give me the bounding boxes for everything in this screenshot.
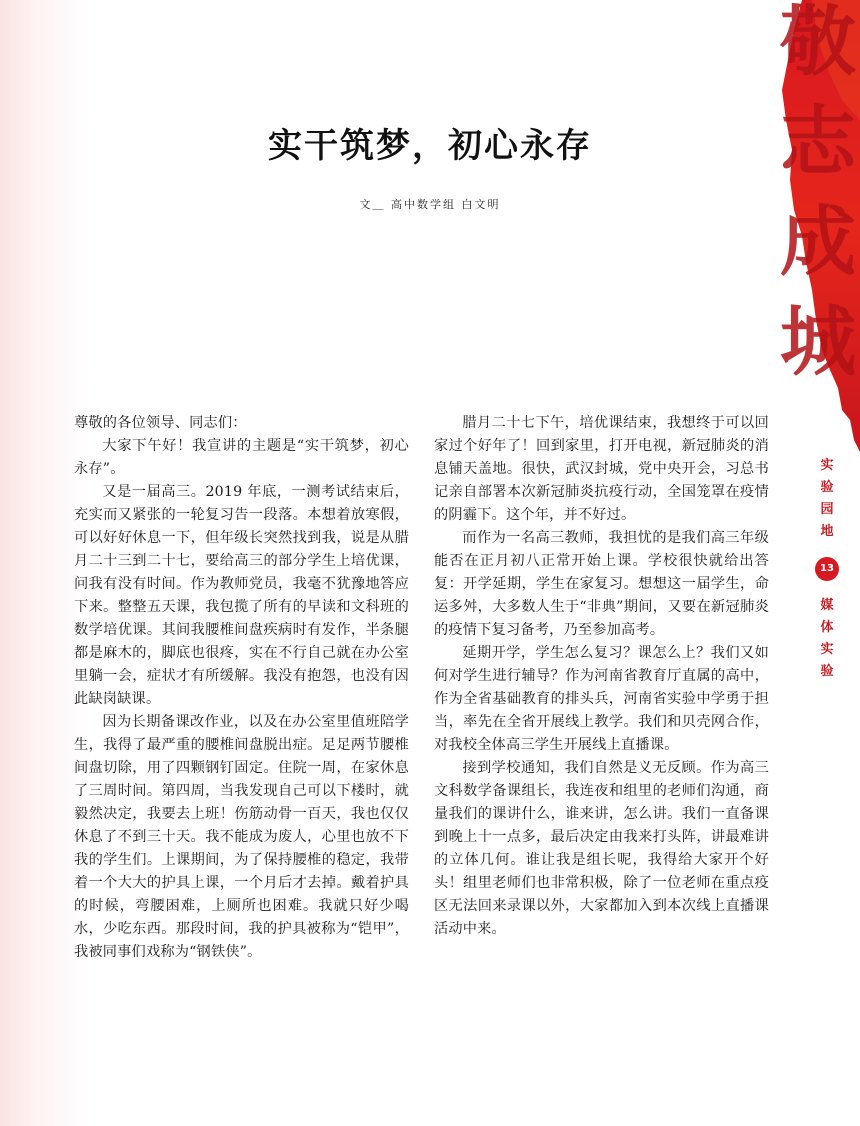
body-column-left — [74, 412, 409, 964]
paragraph: 延期开学，学生怎么复习？课怎么上？我们又如何对学生进行辅导？作为河南省教育厅直属的高中，作为全省基础教育的排头兵，河南省实验中学勇于担当，率先在全省开展线上教学。我们和贝壳网合作，对我校全体高三学生开展线上直播课。 — [434, 645, 769, 753]
body-column-right — [434, 412, 769, 941]
paragraph: 因为长期备课改作业，以及在办公室里值班陪学生，我得了最严重的腰椎间盘脱出症。足足两节腰椎间盘切除，用了四颗钢钉固定。住院一周，在家休息了三周时间。第四周，当我发现自己可以下楼时，就毅然决定，我要去上班！伤筋动骨一百天，我也仅仅休息了不到三十天。我不能成为废人，心里也放不下我的学生们。上课期间，为了保持腰椎的稳定，我带着一个大大的护具上课，一个月后才去掉。戴着护具的时候，弯腰困难，上厕所也困难。我就只好少喝水，少吃东西。那段时间，我的护具被称为“铠甲”，我被同事们戏称为“钢铁侠”。 — [74, 714, 409, 960]
banner-char: 志 — [780, 97, 856, 186]
section-char: 园 — [820, 502, 834, 517]
section-label-top — [812, 455, 842, 543]
section-char: 实 — [820, 458, 834, 473]
page-number-badge: 13 — [815, 557, 839, 581]
section-char: 实 — [820, 642, 834, 657]
paragraph: 腊月二十七下午，培优课结束，我想终于可以回家过个好年了！回到家里，打开电视，新冠肺炎的消息铺天盖地。很快，武汉封城，党中央开会，习总书记亲自部署本次新冠肺炎抗疫行动，全国笼罩在疫情的阴霾下。这个年，并不好过。 — [434, 415, 769, 523]
paragraph: 大家下午好！我宣讲的主题是“实干筑梦，初心永存”。 — [74, 438, 409, 477]
paragraph: 又是一届高三。2019 年底，一测考试结束后，充实而又紧张的一轮复习告一段落。本想着放寒假，可以好好休息一下，但年级长突然找到我，说是从腊月二十三到二十七，要给高三的部分学生上培优课，问我有没有时间。作为教师党员，我毫不犹豫地答应下来。整整五天课，我包揽了所有的早读和文科班的数学培优课。其间我腰椎间盘疾病时有发作，半条腿都是麻木的，脚底也很疼，实在不行自己就在办公室里躺一会，症状才有所缓解。我没有抱怨，也没有因此缺岗缺课。 — [74, 484, 409, 707]
banner-char: 城 — [780, 297, 856, 386]
section-char: 验 — [820, 664, 834, 679]
banner-char: 成 — [780, 197, 856, 286]
section-char: 媒 — [820, 598, 834, 613]
paragraph: 而作为一名高三教师，我担忧的是我们高三年级能否在正月初八正常开始上课。学校很快就给出答复：开学延期，学生在家复习。想想这一届学生，命运多舛，大多数人生于“非典”期间，又要在新冠肺炎的疫情下复习备考，乃至参加高考。 — [434, 530, 769, 638]
paragraph: 尊敬的各位领导、同志们： — [74, 415, 247, 431]
article-title: 实干筑梦，初心永存 — [268, 126, 592, 166]
section-sidebar — [812, 455, 842, 683]
section-char: 验 — [820, 480, 834, 495]
section-char: 地 — [820, 524, 834, 539]
decorative-banner — [772, 0, 860, 452]
section-char: 体 — [820, 620, 834, 635]
article-byline: 文＿ 高中数学组 白文明 — [359, 198, 501, 211]
section-label-bottom — [812, 595, 842, 683]
banner-char: 敬 — [780, 0, 856, 86]
paragraph: 接到学校通知，我们自然是义无反顾。作为高三文科数学备课组长，我连夜和组里的老师们沟通，商量我们的课讲什么，谁来讲，怎么讲。我们一直备课到晚上十一点多，最后决定由我来打头阵，讲最难讲的立体几何。谁让我是组长呢，我得给大家开个好头！组里老师们也非常积极，除了一位老师在重点疫区无法回来录课以外，大家都加入到本次线上直播课活动中来。 — [434, 760, 769, 937]
